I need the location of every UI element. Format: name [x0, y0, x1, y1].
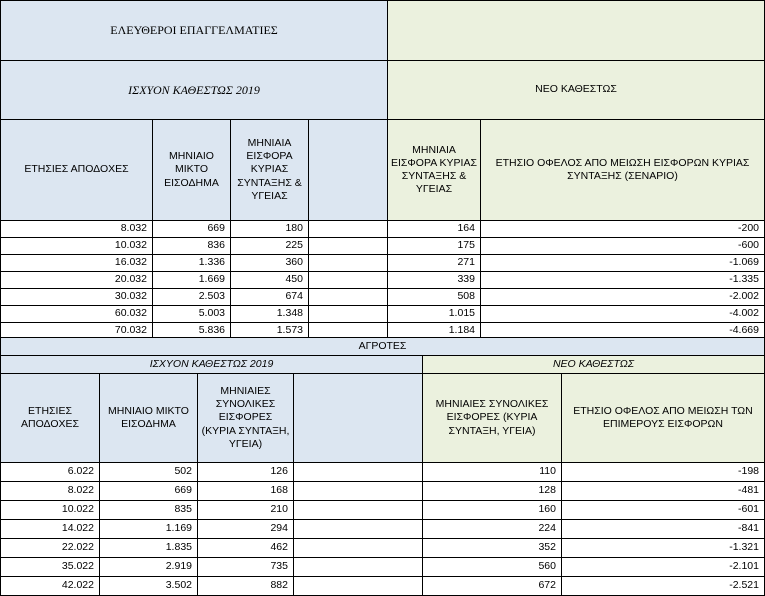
table-cell-current-contribution: 210: [197, 500, 294, 520]
section1-new-label: ΝΕΟ ΚΑΘΕΣΤΩΣ: [387, 60, 765, 120]
table-cell-annual-benefit: -4.002: [480, 305, 765, 323]
table-cell-monthly-gross-income: 2.919: [99, 557, 198, 577]
s2-header-annual-benefit: ΕΤΗΣΙΟ ΟΦΕΛΟΣ ΑΠΟ ΜΕΙΩΣΗ ΤΩΝ ΕΠΙΜΕΡΟΥΣ ΕΙΣΦΟΡΩΝ: [561, 373, 765, 463]
table-cell-new-contribution: 339: [387, 271, 481, 289]
table-cell-new-contribution: 1.015: [387, 305, 481, 323]
table-cell-new-contribution: 175: [387, 237, 481, 255]
table-cell-empty: [308, 288, 388, 306]
table-cell-annual-benefit: -198: [561, 462, 765, 482]
table-cell-annual-benefit: -841: [561, 519, 765, 539]
table-cell-new-contribution: 164: [387, 220, 481, 238]
table-cell-annual-earnings: 8.022: [0, 481, 100, 501]
s2-header-annual-earnings: ΕΤΗΣΙΕΣ ΑΠΟΔΟΧΕΣ: [0, 373, 100, 463]
table-cell-monthly-gross-income: 1.835: [99, 538, 198, 558]
table-cell-monthly-gross-income: 1.169: [99, 519, 198, 539]
table-cell-monthly-gross-income: 502: [99, 462, 198, 482]
section1-title-blank: [387, 0, 765, 61]
s2-header-monthly-contributions-new: ΜΗΝΙΑΙΕΣ ΣΥΝΟΛΙΚΕΣ ΕΙΣΦΟΡΕΣ (ΚΥΡΙΑ ΣΥΝΤΑΞΗ, ΥΓΕΙΑ): [422, 373, 562, 463]
table-cell-annual-earnings: 6.022: [0, 462, 100, 482]
table-cell-empty: [293, 462, 423, 482]
table-cell-empty: [308, 220, 388, 238]
table-cell-empty: [293, 500, 423, 520]
table-cell-monthly-gross-income: 3.502: [99, 576, 198, 596]
table-cell-monthly-gross-income: 5.836: [152, 322, 231, 340]
table-cell-annual-benefit: -200: [480, 220, 765, 238]
s1-header-annual-benefit: ΕΤΗΣΙΟ ΟΦΕΛΟΣ ΑΠΟ ΜΕΙΩΣΗ ΕΙΣΦΟΡΩΝ ΚΥΡΙΑΣ ΣΥΝΤΑΞΗΣ (ΣΕΝΑΡΙΟ): [480, 119, 765, 221]
table-cell-annual-benefit: -1.335: [480, 271, 765, 289]
table-cell-empty: [308, 305, 388, 323]
table-cell-annual-earnings: 14.022: [0, 519, 100, 539]
s1-header-monthly-contribution-new: ΜΗΝΙΑΙΑ ΕΙΣΦΟΡΑ ΚΥΡΙΑΣ ΣΥΝΤΑΞΗΣ & ΥΓΕΙΑΣ: [387, 119, 481, 221]
table-cell-current-contribution: 1.348: [230, 305, 309, 323]
table-cell-empty: [293, 557, 423, 577]
table-cell-annual-benefit: -4.669: [480, 322, 765, 340]
table-cell-annual-earnings: 35.022: [0, 557, 100, 577]
table-cell-new-contribution: 1.184: [387, 322, 481, 340]
table-cell-current-contribution: 180: [230, 220, 309, 238]
table-cell-new-contribution: 560: [422, 557, 562, 577]
table-cell-new-contribution: 508: [387, 288, 481, 306]
table-cell-monthly-gross-income: 5.003: [152, 305, 231, 323]
table-cell-current-contribution: 360: [230, 254, 309, 272]
table-cell-current-contribution: 168: [197, 481, 294, 501]
table-cell-new-contribution: 128: [422, 481, 562, 501]
table-cell-annual-earnings: 42.022: [0, 576, 100, 596]
table-cell-new-contribution: 672: [422, 576, 562, 596]
table-cell-annual-benefit: -2.101: [561, 557, 765, 577]
table-cell-monthly-gross-income: 669: [152, 220, 231, 238]
section2-current-label: ΙΣΧΥΟΝ ΚΑΘΕΣΤΩΣ 2019: [0, 355, 423, 374]
table-cell-current-contribution: 462: [197, 538, 294, 558]
table-cell-current-contribution: 294: [197, 519, 294, 539]
table-cell-empty: [308, 237, 388, 255]
table-cell-current-contribution: 735: [197, 557, 294, 577]
table-cell-new-contribution: 352: [422, 538, 562, 558]
table-cell-annual-earnings: 10.022: [0, 500, 100, 520]
table-cell-current-contribution: 450: [230, 271, 309, 289]
table-cell-annual-earnings: 30.032: [0, 288, 153, 306]
s1-header-empty: [308, 119, 388, 221]
s2-header-monthly-contributions-current: ΜΗΝΙΑΙΕΣ ΣΥΝΟΛΙΚΕΣ ΕΙΣΦΟΡΕΣ (ΚΥΡΙΑ ΣΥΝΤΑΞΗ, ΥΓΕΙΑ): [197, 373, 294, 463]
table-cell-annual-earnings: 60.032: [0, 305, 153, 323]
table-cell-monthly-gross-income: 1.336: [152, 254, 231, 272]
section1-current-label: ΙΣΧΥΟΝ ΚΑΘΕΣΤΩΣ 2019: [0, 60, 388, 120]
table-cell-empty: [293, 519, 423, 539]
table-cell-annual-earnings: 10.032: [0, 237, 153, 255]
s2-header-monthly-gross-income: ΜΗΝΙΑΙΟ ΜΙΚΤΟ ΕΙΣΟΔΗΜΑ: [99, 373, 198, 463]
table-cell-annual-benefit: -481: [561, 481, 765, 501]
section1-title: ΕΛΕΥΘΕΡΟΙ ΕΠΑΓΓΕΛΜΑΤΙΕΣ: [0, 0, 388, 61]
table-cell-current-contribution: 126: [197, 462, 294, 482]
table-cell-monthly-gross-income: 669: [99, 481, 198, 501]
table-cell-annual-benefit: -1.069: [480, 254, 765, 272]
table-cell-annual-earnings: 70.032: [0, 322, 153, 340]
table-cell-annual-earnings: 20.032: [0, 271, 153, 289]
table-cell-current-contribution: 882: [197, 576, 294, 596]
table-cell-annual-benefit: -1.321: [561, 538, 765, 558]
table-cell-annual-benefit: -601: [561, 500, 765, 520]
table-cell-annual-earnings: 22.022: [0, 538, 100, 558]
table-cell-empty: [293, 538, 423, 558]
table-cell-monthly-gross-income: 836: [152, 237, 231, 255]
table-cell-annual-benefit: -2.002: [480, 288, 765, 306]
table-cell-new-contribution: 110: [422, 462, 562, 482]
table-cell-empty: [308, 254, 388, 272]
table-cell-empty: [293, 481, 423, 501]
table-cell-monthly-gross-income: 1.669: [152, 271, 231, 289]
table-cell-monthly-gross-income: 835: [99, 500, 198, 520]
table-cell-empty: [293, 576, 423, 596]
s2-header-empty: [293, 373, 423, 463]
table-cell-current-contribution: 1.573: [230, 322, 309, 340]
table-cell-empty: [308, 271, 388, 289]
table-cell-annual-earnings: 16.032: [0, 254, 153, 272]
table-cell-new-contribution: 271: [387, 254, 481, 272]
s1-header-monthly-gross-income: ΜΗΝΙΑΙΟ ΜΙΚΤΟ ΕΙΣΟΔΗΜΑ: [152, 119, 231, 221]
s1-header-monthly-contribution-current: ΜΗΝΙΑΙΑ ΕΙΣΦΟΡΑ ΚΥΡΙΑΣ ΣΥΝΤΑΞΗΣ & ΥΓΕΙΑΣ: [230, 119, 309, 221]
section2-new-label: ΝΕΟ ΚΑΘΕΣΤΩΣ: [422, 355, 765, 374]
table-cell-monthly-gross-income: 2.503: [152, 288, 231, 306]
s1-header-annual-earnings: ΕΤΗΣΙΕΣ ΑΠΟΔΟΧΕΣ: [0, 119, 153, 221]
table-cell-new-contribution: 160: [422, 500, 562, 520]
table-cell-annual-earnings: 8.032: [0, 220, 153, 238]
table-cell-annual-benefit: -2.521: [561, 576, 765, 596]
table-cell-annual-benefit: -600: [480, 237, 765, 255]
table-cell-current-contribution: 674: [230, 288, 309, 306]
table-cell-new-contribution: 224: [422, 519, 562, 539]
section2-title: ΑΓΡΟΤΕΣ: [0, 337, 765, 356]
table-cell-current-contribution: 225: [230, 237, 309, 255]
